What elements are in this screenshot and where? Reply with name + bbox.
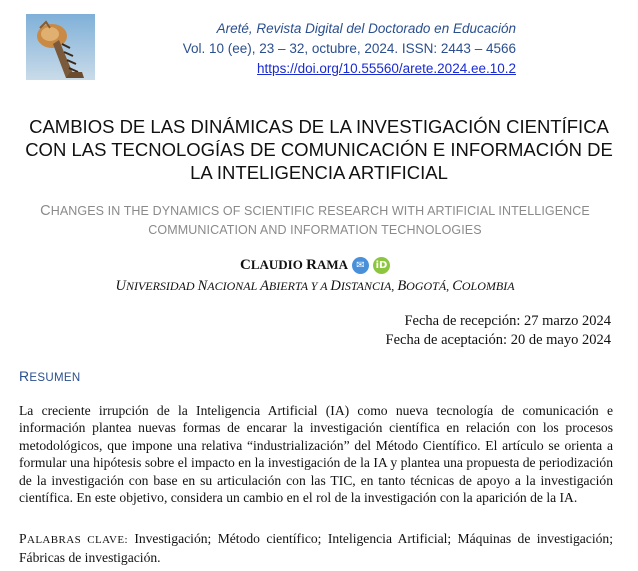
doi-link[interactable]: https://doi.org/10.55560/arete.2024.ee.10.2 bbox=[257, 61, 516, 76]
author-affiliation: UNIVERSIDAD NACIONAL ABIERTA Y A DISTANCIA, BOGOTÁ, COLOMBIA bbox=[115, 278, 515, 294]
abstract-body: La creciente irrupción de la Inteligencia Artificial (IA) como nueva tecnología de comunicación e información plantea nuevas formas de encarar la investigación científica en relación con los procesos metodológicos, que impone una relativa “industrialización” del Método Científico. El artículo se orienta a formular una hipótesis sobre el impacto en la investigación de la IA y plantea una propuesta de periodización de la investigación con base en su articulación con las TIC, en tanto técnicas de apoyo a la investigación científica. En este objetivo, considera un cambio en el rol de la investigación con la aparición de la IA. bbox=[19, 403, 613, 506]
received-date: Fecha de recepción: 27 marzo 2024 bbox=[404, 313, 611, 329]
author-name: CLAUDIO RAMA bbox=[240, 257, 348, 273]
submission-dates bbox=[386, 312, 611, 350]
accepted-date: Fecha de aceptación: 20 de mayo 2024 bbox=[385, 332, 611, 348]
keywords-text: Investigación; Método científico; Inteligencia Artificial; Máquinas de investigación; Fábricas de investigación. bbox=[19, 531, 613, 566]
title-line: CAMBIOS DE LAS DINÁMICAS DE LA INVESTIGACIÓN CIENTÍFICA bbox=[29, 116, 609, 137]
journal-logo bbox=[26, 14, 95, 80]
orcid-icon[interactable]: iD bbox=[373, 257, 390, 274]
journal-logo-sculpture-icon bbox=[26, 14, 95, 80]
title-line: LA INTELIGENCIA ARTIFICIAL bbox=[190, 162, 448, 183]
keywords-label: PALABRAS CLAVE: bbox=[19, 531, 128, 546]
journal-name: Areté, Revista Digital del Doctorado en Educación bbox=[216, 21, 516, 36]
subtitle-line2: COMMUNICATION AND INFORMATION TECHNOLOGIES bbox=[148, 223, 482, 237]
title-line: CON LAS TECNOLOGÍAS DE COMUNICACIÓN E INFORMACIÓN DE bbox=[25, 139, 613, 160]
article-title bbox=[0, 115, 638, 184]
abstract-heading: RESUMEN bbox=[19, 368, 81, 384]
subtitle-line1: HANGES IN THE DYNAMICS OF SCIENTIFIC RESEARCH WITH ARTIFICIAL INTELLIGENCE bbox=[50, 204, 590, 218]
email-icon[interactable]: ✉ bbox=[352, 257, 369, 274]
keywords bbox=[19, 530, 613, 567]
author-line bbox=[0, 256, 630, 274]
subtitle-initial: C bbox=[40, 203, 51, 219]
journal-header bbox=[183, 19, 516, 79]
journal-volume: Vol. 10 (ee), 23 – 32, octubre, 2024. ISSN: 2443 – 4566 bbox=[182, 41, 516, 56]
english-title bbox=[0, 202, 630, 240]
